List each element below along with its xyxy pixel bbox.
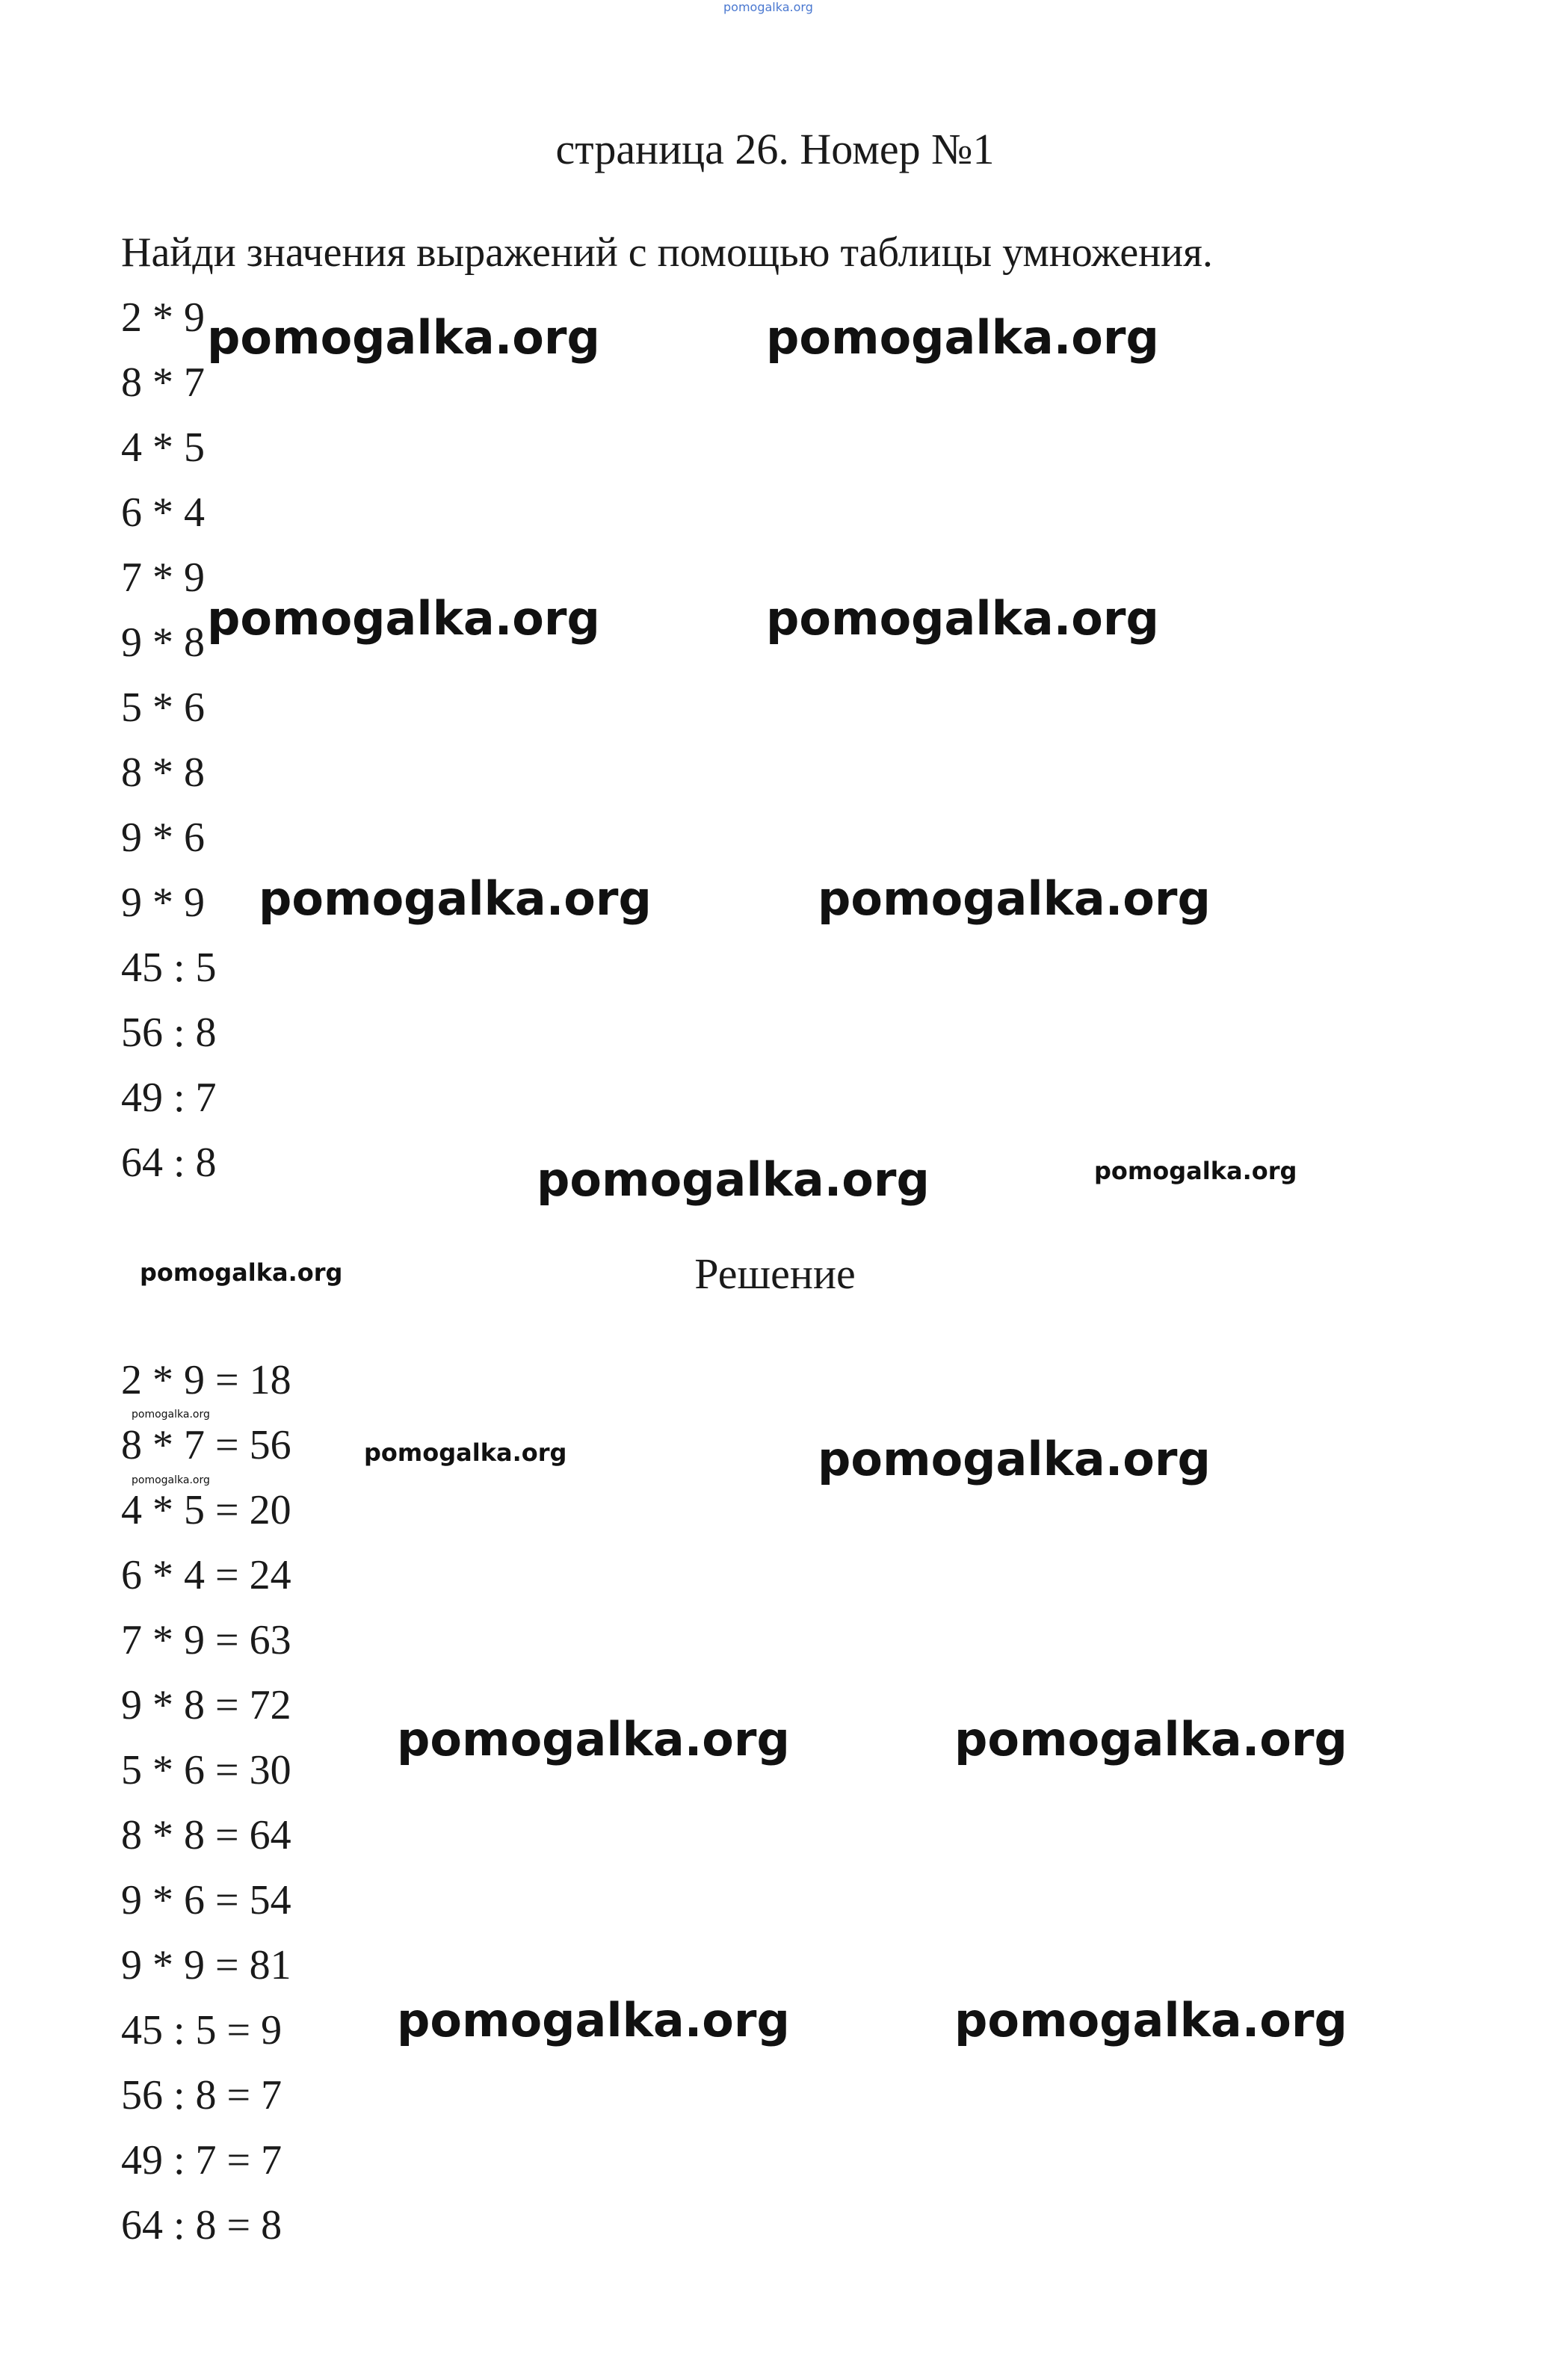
problem-item: 56 : 8 — [121, 1010, 217, 1056]
answer-item: 6 * 4 = 24 — [121, 1552, 291, 1598]
answer-item: 49 : 7 = 7 — [121, 2137, 282, 2183]
watermark: pomogalka.org — [397, 1993, 790, 2047]
problem-item: 4 * 5 — [121, 424, 205, 471]
answer-item: 9 * 6 = 54 — [121, 1877, 291, 1923]
answer-item: 8 * 8 = 64 — [121, 1812, 291, 1858]
solution-title: Решение — [694, 1249, 856, 1298]
watermark: pomogalka.org — [818, 1432, 1211, 1486]
watermark-top: pomogalka.org — [723, 0, 813, 14]
answer-item: 64 : 8 = 8 — [121, 2202, 282, 2248]
answer-item: 4 * 5 = 20 — [121, 1487, 291, 1533]
watermark: pomogalka.org — [259, 871, 652, 926]
problem-item: 8 * 8 — [121, 749, 205, 796]
watermark: pomogalka.org — [537, 1152, 930, 1207]
watermark: pomogalka.org — [1094, 1157, 1297, 1185]
watermark: pomogalka.org — [766, 591, 1159, 646]
answer-item: 5 * 6 = 30 — [121, 1747, 291, 1793]
watermark: pomogalka.org — [207, 591, 600, 646]
answer-item: 2 * 9 = 18 — [121, 1357, 291, 1403]
problem-item: 8 * 7 — [121, 359, 205, 406]
problem-item: 9 * 6 — [121, 815, 205, 861]
watermark: pomogalka.org — [140, 1258, 343, 1287]
answer-item: 8 * 7 = 56 — [121, 1422, 291, 1468]
problem-item: 5 * 6 — [121, 684, 205, 731]
watermark: pomogalka.org — [954, 1712, 1347, 1767]
watermark: pomogalka.org — [364, 1438, 567, 1467]
answer-item: 56 : 8 = 7 — [121, 2072, 282, 2118]
answer-item: 9 * 8 = 72 — [121, 1682, 291, 1728]
problem-list — [121, 285, 217, 1196]
watermark: pomogalka.org — [132, 1474, 210, 1486]
problem-item: 6 * 4 — [121, 489, 205, 536]
page-title: страница 26. Номер №1 — [555, 125, 995, 173]
answer-item: 9 * 9 = 81 — [121, 1942, 291, 1988]
watermark: pomogalka.org — [207, 310, 600, 365]
problem-item: 49 : 7 — [121, 1075, 217, 1121]
watermark: pomogalka.org — [132, 1409, 210, 1421]
watermark: pomogalka.org — [397, 1712, 790, 1767]
task-text: Найди значения выражений с помощью таблицы умножения. — [121, 229, 1213, 276]
answer-item: 7 * 9 = 63 — [121, 1617, 291, 1663]
answer-item: 45 : 5 = 9 — [121, 2007, 282, 2053]
problem-item: 45 : 5 — [121, 945, 217, 991]
problem-item: 9 * 9 — [121, 880, 205, 926]
watermark: pomogalka.org — [818, 871, 1211, 926]
problem-item: 64 : 8 — [121, 1140, 217, 1186]
watermark: pomogalka.org — [766, 310, 1159, 365]
problem-item: 9 * 8 — [121, 619, 205, 666]
watermark: pomogalka.org — [954, 1993, 1347, 2047]
problem-item: 7 * 9 — [121, 554, 205, 601]
problem-item: 2 * 9 — [121, 294, 205, 341]
